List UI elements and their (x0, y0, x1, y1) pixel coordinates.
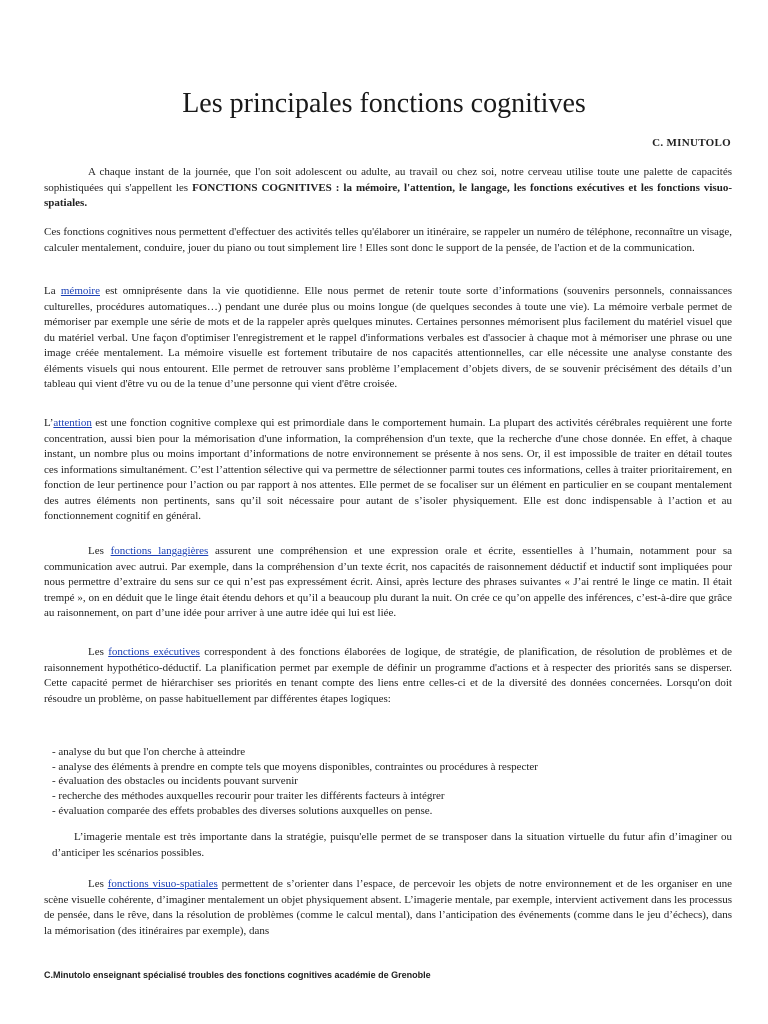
executives-text: correspondent à des fonctions élaborées de logique, de stratégie, de planification, de résolution de problèmes et de raisonnement hypothético-déductif. La planification permet par exemple de définir un programme d'actions et à respecter des priorités sans se disperser. Cette capacité permet de hiérarchiser ses priorités en tenant compte des liens entre celles-ci et de la diversité des données concernées. Lorsqu'on doit résoudre un problème, on passe habituellement par différentes étapes logiques: (44, 646, 732, 705)
list-item: - analyse des éléments à prendre en compte tels que moyens disponibles, contraintes ou procédures à respecter (52, 760, 538, 773)
visuo-text: permettent de s’orienter dans l’espace, de percevoir les objets de notre environnement et de les organiser en une scène visuelle cohérente, d’imaginer mentalement un objet physiquement absent. L’imagerie mentale, par exemple, intervient activement dans les processus de pensée, dans le rêve, dans la résolution de problèmes (comme le calcul mental), dans l’anticipation des événements (comme dans le jeu d’échecs), dans la mémorisation (des itinéraires par exemple), dans (44, 878, 732, 937)
paragraph-langagieres (44, 544, 732, 622)
page-title: Les principales fonctions cognitives (182, 88, 586, 119)
intro-bold-text: FONCTIONS COGNITIVES : la mémoire, l'attention, le langage, les fonctions exécutives et les fonctions visuo-spatiales. (44, 181, 732, 209)
visuo-spatiales-link[interactable]: fonctions visuo-spatiales (107, 878, 218, 890)
memoire-link[interactable]: mémoire (60, 285, 100, 297)
paragraph-imagerie: L’imagerie mentale est très importante dans la stratégie, puisqu'elle permet de se transposer dans la situation virtuelle du futur afin d’imaginer ou d’anticiper les scénarios possibles. (52, 831, 732, 859)
memoire-text: est omniprésente dans la vie quotidienne. Elle nous permet de retenir toute sorte d’informations (souvenirs personnels, connaissances culturelles, procédures automatiques…) pendant une durée plus ou moins longue (de quelques secondes à toute une vie). La mémoire verbale permet de mémoriser par exemple une série de mots et de la rappeler après quelques minutes. Certaines personnes mémorisent plus facilement du matériel visuel que du matériel verbal. Une façon d'optimiser l'enregistrement et le rappel d'informations verbales est d'associer à chaque mot à mémoriser une phrase ou une image créée mentalement. La mémoire visuelle est fortement tributaire de nos capacités attentionnelles, car elle nécessite une analyse constante des éléments visuels qui nous entourent. Elle permet de retrouver sans problème l’emplacement d’objets divers, de se souvenir précisément des détails d’un tableau qui vient d'être vu ou de la tenue d’une personne qui vient d'être croisée. (44, 285, 732, 390)
attention-link[interactable]: attention (53, 417, 92, 429)
list-item: - analyse du but que l'on cherche à atteindre (52, 746, 246, 758)
steps-list (52, 745, 538, 819)
list-item: - évaluation comparée des effets probables des diverses solutions auxquelles on pense. (52, 804, 433, 817)
author-name: C. MINUTOLO (652, 137, 731, 149)
attention-prefix: L’ (44, 417, 54, 429)
langagieres-text: assurent une compréhension et une expression orale et écrite, essentielles à l’humain, notamment pour sa communication avec autrui. Par exemple, dans la compréhension d’un texte écrit, nos capacités de raisonnement déductif et inductif sont impliquées pour nous permettre d’extraire du sens sur ce qui n’est pas expressément écrit. Ainsi, après lecture des phrases suivantes « J’ai rentré le linge ce matin. Il était trempé », on en déduit que le linge était étendu dehors et qu’il a beaucoup plu durant la nuit. On crée ce qu’on appelle des inférences, c’est-à-dire que grâce au raisonnement, on part d’une idée pour arriver à une autre idée qui lui est liée. (44, 545, 732, 619)
executives-link[interactable]: fonctions exécutives (108, 646, 200, 658)
visuo-prefix: Les (88, 878, 108, 890)
paragraph-cognitive-activities: Ces fonctions cognitives nous permettent d'effectuer des activités telles qu'élaborer un itinéraire, se rappeler un numéro de téléphone, reconnaître un visage, calculer mentalement, conduire, jouer du piano ou tout simplement lire ! Elles sont donc le support de la pensée, de l'action et de la communication. (44, 226, 732, 254)
langagieres-prefix: Les (88, 545, 111, 557)
intro-text: A chaque instant de la journée, que l'on soit adolescent ou adulte, au travail ou chez soi, notre cerveau utilise toute une palette de capacités sophistiquées qui s'appellent les (44, 166, 732, 194)
executives-prefix: Les (88, 646, 109, 658)
paragraph-memoire (44, 284, 732, 393)
memoire-prefix: La (44, 285, 61, 297)
langagieres-link[interactable]: fonctions langagières (110, 545, 209, 557)
list-item: - recherche des méthodes auxquelles recourir pour traiter les différents facteurs à intégrer (52, 790, 445, 803)
paragraph-visuo-spatiales (44, 877, 732, 939)
paragraph-executives (44, 645, 732, 707)
attention-text: est une fonction cognitive complexe qui est primordiale dans le comportement humain. La plupart des activités cérébrales requièrent une forte concentration, aussi bien pour la mémorisation d'une information, la compréhension d'un texte, que la recherche d'une chose donnée. En effet, à chaque instant, un nombre plus ou moins important d’informations de notre environnement se présente à nos sens. Or, il est impossible de traiter en détail toutes ces informations simultanément. C’est l’attention sélective qui va permettre de sélectionner parmi toutes ces informations, celles à traiter prioritairement, en fonction de leur pertinence pour l’action ou par rapport à nos attentes. Elle permet de se focaliser sur un élément en particulier en se coupant mentalement des autres éléments non pertinents, sans qu’il soit nécessaire pour autant de s’isoler physiquement. Elle est donc indispensable à l’action et au fonctionnement cognitif en général. (44, 417, 732, 522)
intro-paragraph (44, 165, 732, 212)
list-item: - évaluation des obstacles ou incidents pouvant survenir (52, 775, 298, 788)
footer-note: C.Minutolo enseignant spécialisé troubles des fonctions cognitives académie de Grenoble (44, 970, 431, 980)
paragraph-attention (44, 416, 732, 525)
